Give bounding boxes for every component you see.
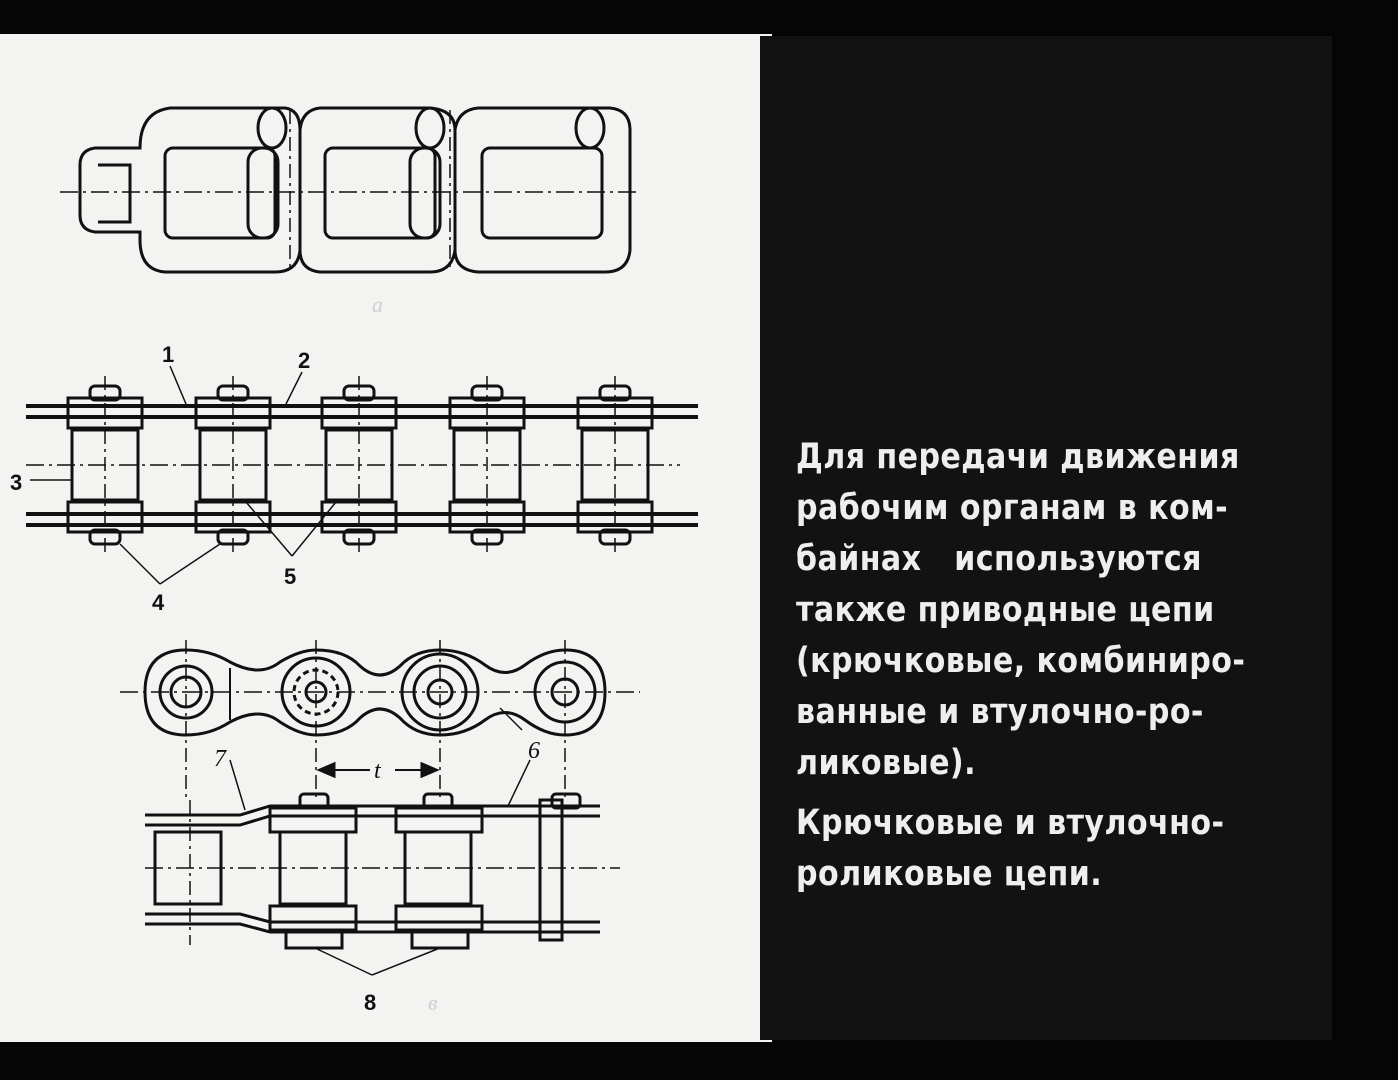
caption-line: байнах используются [796,539,1202,579]
part-number-6: 6 [528,738,540,764]
hook-chain-figure [60,108,640,272]
pitch-label: t [374,758,381,784]
roller-chain-plan-figure [26,366,698,584]
caption-subtitle [796,798,1225,900]
part-number-7: 7 [214,746,226,772]
caption-line: Для передачи движения [796,437,1240,477]
part-number-4: 4 [152,590,165,615]
figure-label-a: a [372,292,383,317]
caption-main [796,432,1246,789]
figure-label-v: в [428,990,438,1015]
caption-line: (крючковые, комбиниро- [796,641,1246,681]
caption-line: ликовые). [796,743,976,783]
roller-chain-side-figure [120,640,640,975]
part-number-2: 2 [298,348,311,373]
part-number-5: 5 [284,564,297,589]
part-number-1: 1 [162,342,175,367]
part-number-3: 3 [10,470,23,495]
caption-line: ванные и втулочно-ро- [796,692,1204,732]
caption-line: рабочим органам в ком- [796,488,1229,528]
part-number-8: 8 [364,990,377,1015]
caption-subtitle-line: роликовые цепи. [796,854,1103,894]
caption-subtitle-line: Крючковые и втулочно- [796,803,1225,843]
caption-line: также приводные цепи [796,590,1215,630]
